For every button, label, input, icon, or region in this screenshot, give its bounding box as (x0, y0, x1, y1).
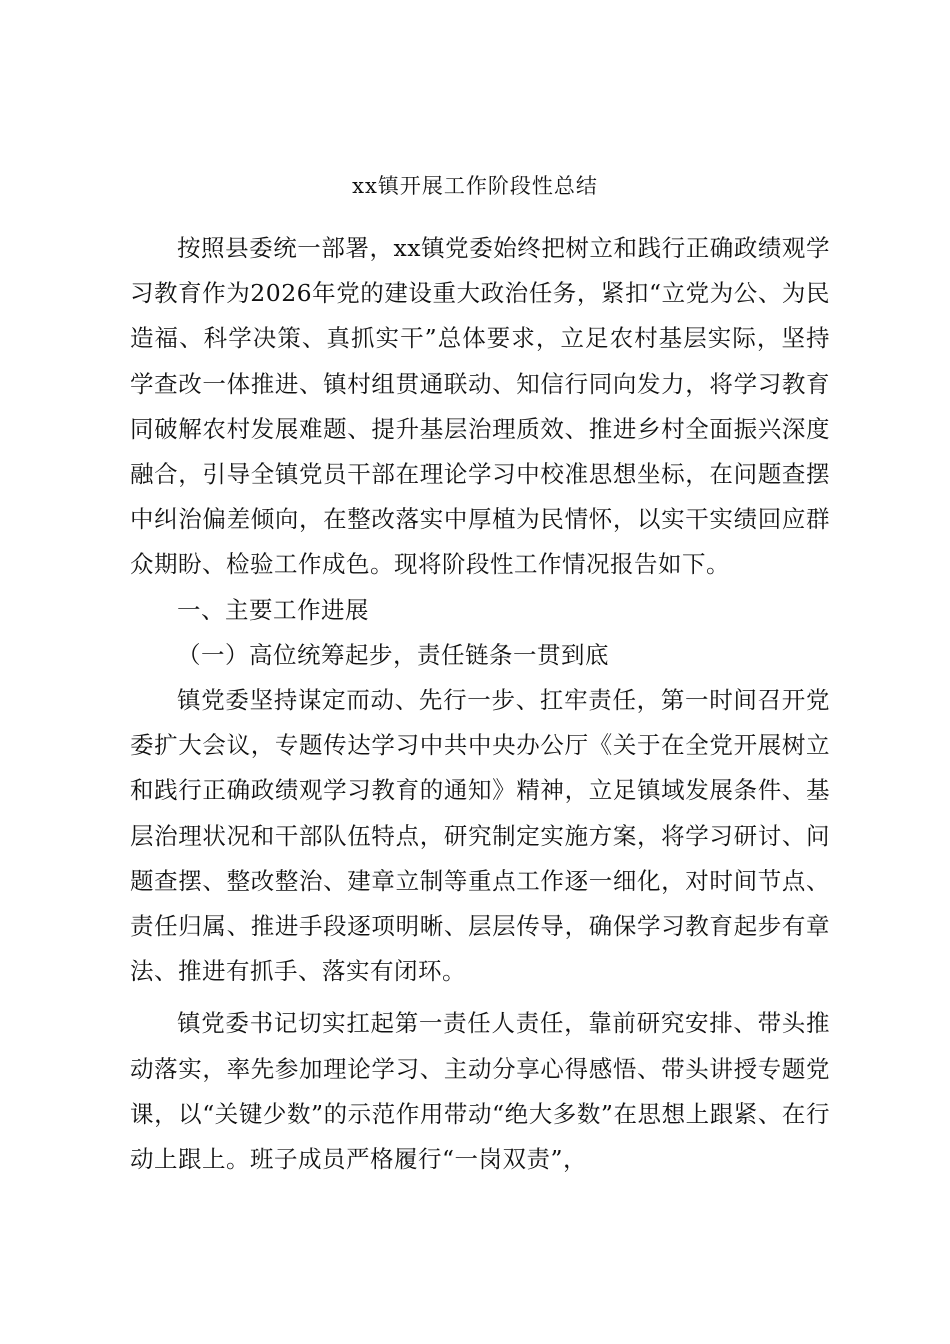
document-body (130, 226, 830, 1182)
intro-paragraph: 按照县委统一部署，xx镇党委始终把树立和践行正确政绩观学习教育作为2026年党的建设重大政治任务，紧扣“立党为公、为民造福、科学决策、真抓实干”总体要求，立足农村基层实际，坚持学查改一体推进、镇村组贯通联动、知信行同向发力，将学习教育同破解农村发展难题、提升基层治理质效、推进乡村全面振兴深度融合，引导全镇党员干部在理论学习中校准思想坐标，在问题查摆中纠治偏差倾向，在整改落实中厚植为民情怀，以实干实绩回应群众期盼、检验工作成色。现将阶段性工作情况报告如下。 (130, 234, 830, 579)
body-paragraph: 镇党委书记切实扛起第一责任人责任，靠前研究安排、带头推动落实，率先参加理论学习、主动分享心得感悟、带头讲授专题党课，以“关键少数”的示范作用带动“绝大多数”在思想上跟紧、在行动上跟上。班子成员严格履行“一岗双责”， (130, 1009, 830, 1174)
body-paragraph: 镇党委坚持谋定而动、先行一步、扛牢责任，第一时间召开党委扩大会议，专题传达学习中共中央办公厅《关于在全党开展树立和践行正确政绩观学习教育的通知》精神，立足镇域发展条件、基层治理状况和干部队伍特点，研究制定实施方案，将学习研讨、问题查摆、整改整治、建章立制等重点工作逐一细化，对时间节点、责任归属、推进手段逐项明晰、层层传导，确保学习教育起步有章法、推进有抓手、落实有闭环。 (130, 686, 830, 986)
subsection-heading: （一）高位统筹起步，责任链条一贯到底 (177, 640, 609, 669)
section-heading: 一、主要工作进展 (177, 595, 369, 624)
document-title: xx镇开展工作阶段性总结 (352, 174, 598, 198)
